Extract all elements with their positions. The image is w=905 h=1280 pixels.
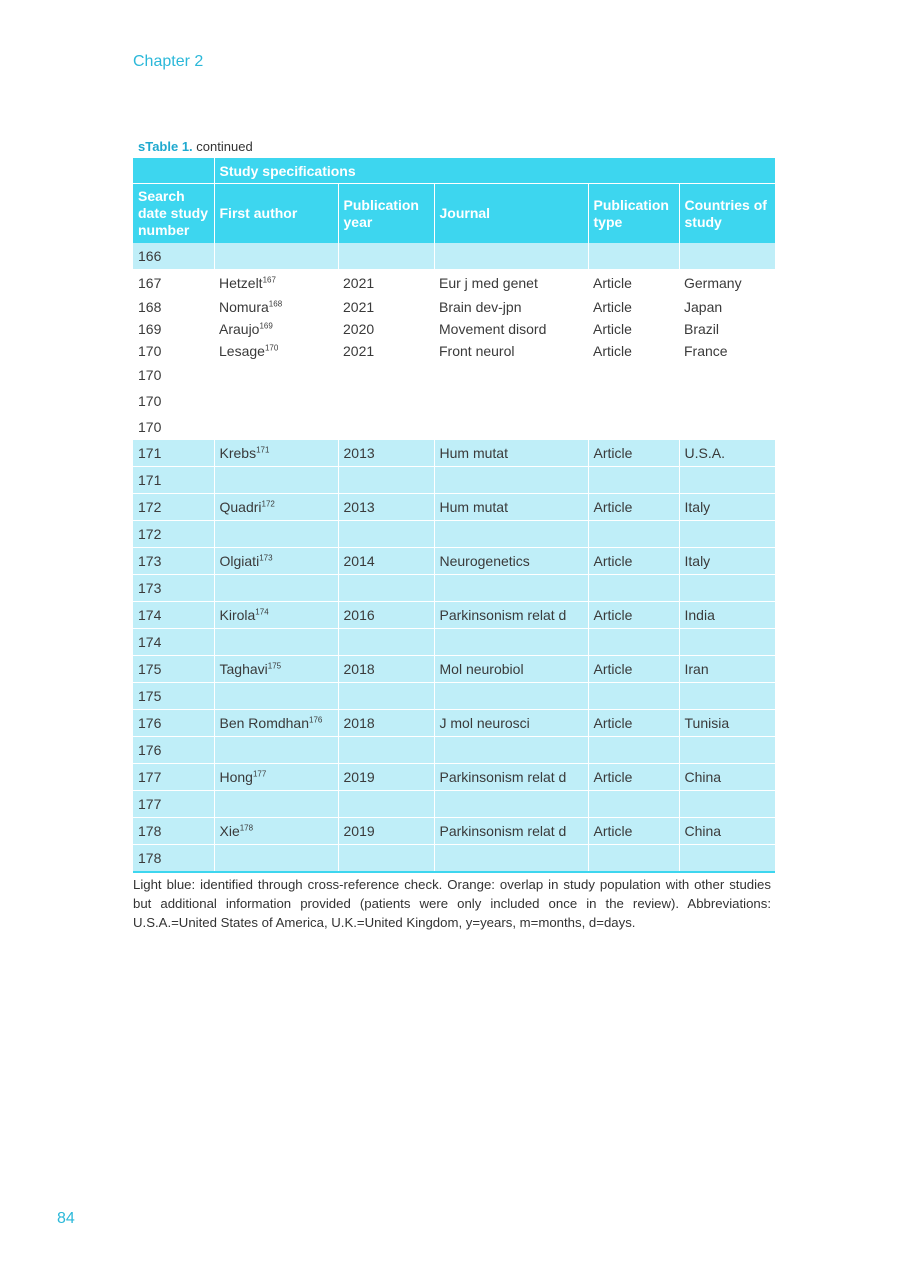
cell-first-author bbox=[214, 710, 338, 737]
cell-publication-type: Article bbox=[588, 548, 679, 575]
cell-country bbox=[679, 467, 775, 494]
cell-first-author bbox=[214, 270, 338, 297]
table-row bbox=[133, 296, 775, 318]
cell-publication-year: 2013 bbox=[338, 494, 434, 521]
cell-journal bbox=[434, 683, 588, 710]
cell-first-author bbox=[214, 629, 338, 656]
reference-superscript: 169 bbox=[259, 321, 273, 331]
cell-country bbox=[679, 521, 775, 548]
cell-publication-type bbox=[588, 845, 679, 873]
cell-journal bbox=[434, 737, 588, 764]
cell-publication-year bbox=[338, 243, 434, 270]
table-row bbox=[133, 467, 775, 494]
cell-first-author bbox=[214, 818, 338, 845]
cell-study-number: 171 bbox=[133, 467, 214, 494]
author-name: Nomura bbox=[219, 299, 269, 315]
cell-study-number: 175 bbox=[133, 683, 214, 710]
cell-first-author bbox=[214, 737, 338, 764]
table-body bbox=[133, 243, 775, 872]
cell-first-author bbox=[214, 494, 338, 521]
cell-publication-type: Article bbox=[593, 321, 632, 337]
author-name: Lesage bbox=[219, 343, 265, 359]
cell-country: U.S.A. bbox=[679, 440, 775, 467]
table-row bbox=[133, 845, 775, 873]
cell-journal: Neurogenetics bbox=[434, 548, 588, 575]
cell-publication-year bbox=[338, 791, 434, 818]
cell-publication-year: 2021 bbox=[343, 299, 375, 315]
cell-journal: Front neurol bbox=[439, 343, 515, 359]
cell-publication-type bbox=[588, 629, 679, 656]
cell-first-author bbox=[214, 362, 338, 388]
cell-country: China bbox=[679, 818, 775, 845]
cell-publication-year: 2013 bbox=[338, 440, 434, 467]
table-caption-label: sTable 1. bbox=[138, 139, 193, 154]
cell-publication-year bbox=[338, 362, 434, 388]
reference-superscript: 175 bbox=[267, 661, 282, 671]
column-header-journal: Journal bbox=[434, 184, 588, 244]
cell-first-author bbox=[214, 440, 338, 467]
cell-publication-type: Article bbox=[588, 494, 679, 521]
cell-publication-type bbox=[588, 737, 679, 764]
cell-study-number: 178 bbox=[133, 845, 214, 873]
cell-country bbox=[679, 388, 775, 414]
cell-study-number: 171 bbox=[133, 440, 214, 467]
cell-publication-year bbox=[338, 414, 434, 440]
author-name: Ben Romdhan bbox=[219, 715, 310, 731]
cell-publication-type bbox=[588, 467, 679, 494]
cell-country bbox=[679, 683, 775, 710]
cell-publication-type: Article bbox=[593, 275, 632, 291]
table-row bbox=[133, 818, 775, 845]
cell-journal: Eur j med genet bbox=[439, 275, 538, 291]
cell-publication-type bbox=[588, 683, 679, 710]
header-blank-cell bbox=[133, 158, 214, 184]
table-row bbox=[133, 243, 775, 270]
author-name: Xie bbox=[219, 823, 240, 839]
table-row bbox=[133, 737, 775, 764]
cell-first-author bbox=[214, 764, 338, 791]
cell-journal: Parkinsonism relat d bbox=[434, 602, 588, 629]
cell-country: France bbox=[684, 343, 728, 359]
cell-study-number: 175 bbox=[133, 656, 214, 683]
cell-publication-year: 2014 bbox=[338, 548, 434, 575]
cell-publication-year bbox=[338, 467, 434, 494]
cell-publication-type bbox=[588, 362, 679, 388]
cell-study-number: 173 bbox=[133, 575, 214, 602]
column-header-countries: Countries of study bbox=[679, 184, 775, 244]
study-specifications-header: Study specifications bbox=[214, 158, 775, 184]
cell-first-author bbox=[214, 243, 338, 270]
cell-first-author bbox=[214, 791, 338, 818]
cell-first-author bbox=[214, 467, 338, 494]
cell-study-number: 174 bbox=[133, 629, 214, 656]
cell-publication-type: Article bbox=[588, 602, 679, 629]
cell-first-author bbox=[214, 845, 338, 873]
cell-country bbox=[679, 845, 775, 873]
cell-country: Germany bbox=[684, 275, 742, 291]
cell-study-number: 173 bbox=[133, 548, 214, 575]
cell-publication-type bbox=[588, 575, 679, 602]
table-row bbox=[133, 602, 775, 629]
cell-first-author bbox=[214, 318, 338, 340]
column-header-publication-type: Publication type bbox=[588, 184, 679, 244]
cell-country: Italy bbox=[679, 494, 775, 521]
table-caption bbox=[138, 139, 253, 154]
cell-journal bbox=[434, 467, 588, 494]
cell-journal: Movement disord bbox=[439, 321, 547, 337]
cell-study-number: 172 bbox=[133, 494, 214, 521]
reference-superscript: 172 bbox=[261, 499, 275, 509]
cell-country bbox=[679, 737, 775, 764]
cell-publication-year: 2018 bbox=[338, 710, 434, 737]
cell-study-number: 166 bbox=[133, 243, 214, 270]
cell-study-number: 174 bbox=[133, 602, 214, 629]
cell-study-number: 170 bbox=[138, 367, 162, 383]
cell-study-number: 169 bbox=[138, 321, 162, 337]
cell-publication-year: 2018 bbox=[338, 656, 434, 683]
cell-publication-year bbox=[338, 575, 434, 602]
cell-journal bbox=[434, 414, 588, 440]
cell-publication-type: Article bbox=[593, 299, 632, 315]
table-row bbox=[133, 270, 775, 297]
table-row bbox=[133, 388, 775, 414]
cell-first-author bbox=[214, 575, 338, 602]
cell-journal bbox=[434, 521, 588, 548]
cell-first-author bbox=[214, 388, 338, 414]
cell-publication-type: Article bbox=[588, 818, 679, 845]
table-row bbox=[133, 683, 775, 710]
table-row bbox=[133, 575, 775, 602]
cell-publication-year: 2019 bbox=[338, 818, 434, 845]
author-name: Olgiati bbox=[219, 553, 260, 569]
cell-journal bbox=[434, 629, 588, 656]
cell-first-author bbox=[214, 548, 338, 575]
reference-superscript: 173 bbox=[259, 553, 273, 563]
column-header-publication-year: Publication year bbox=[338, 184, 434, 244]
cell-publication-year bbox=[338, 521, 434, 548]
cell-publication-year bbox=[338, 388, 434, 414]
cell-journal bbox=[434, 388, 588, 414]
column-header-first-author: First author bbox=[214, 184, 338, 244]
cell-journal: Hum mutat bbox=[434, 494, 588, 521]
cell-publication-type bbox=[588, 243, 679, 270]
cell-publication-year bbox=[338, 845, 434, 873]
cell-journal: Parkinsonism relat d bbox=[434, 764, 588, 791]
cell-journal: Hum mutat bbox=[434, 440, 588, 467]
cell-publication-type bbox=[588, 791, 679, 818]
cell-study-number: 170 bbox=[138, 419, 162, 435]
author-name: Krebs bbox=[219, 445, 257, 461]
cell-study-number: 167 bbox=[138, 275, 162, 291]
cell-publication-year: 2021 bbox=[343, 343, 375, 359]
cell-publication-type: Article bbox=[588, 440, 679, 467]
cell-study-number: 172 bbox=[133, 521, 214, 548]
cell-country: Japan bbox=[684, 299, 723, 315]
cell-first-author bbox=[214, 656, 338, 683]
table-row bbox=[133, 710, 775, 737]
cell-country bbox=[679, 791, 775, 818]
reference-superscript: 174 bbox=[255, 607, 269, 617]
cell-country: China bbox=[679, 764, 775, 791]
reference-superscript: 178 bbox=[239, 823, 254, 833]
table-row bbox=[133, 414, 775, 440]
cell-study-number: 177 bbox=[133, 791, 214, 818]
cell-publication-type: Article bbox=[588, 656, 679, 683]
cell-study-number: 176 bbox=[133, 710, 214, 737]
cell-publication-year: 2019 bbox=[338, 764, 434, 791]
cell-country bbox=[679, 575, 775, 602]
author-name: Kirola bbox=[219, 607, 256, 623]
cell-first-author bbox=[214, 340, 338, 362]
cell-country bbox=[679, 362, 775, 388]
cell-study-number: 176 bbox=[133, 737, 214, 764]
cell-journal bbox=[434, 243, 588, 270]
reference-superscript: 171 bbox=[256, 445, 270, 455]
cell-journal bbox=[434, 575, 588, 602]
table-row bbox=[133, 494, 775, 521]
cell-publication-year: 2021 bbox=[343, 275, 375, 291]
cell-country bbox=[679, 243, 775, 270]
cell-publication-year: 2020 bbox=[343, 321, 375, 337]
author-name: Hong bbox=[219, 769, 253, 785]
cell-publication-type: Article bbox=[593, 343, 632, 359]
study-table bbox=[133, 158, 775, 873]
table-row bbox=[133, 318, 775, 340]
cell-country: Iran bbox=[679, 656, 775, 683]
cell-country: Brazil bbox=[684, 321, 720, 337]
column-header-search-number: Search date study number bbox=[133, 184, 214, 244]
cell-first-author bbox=[214, 521, 338, 548]
cell-country: Tunisia bbox=[679, 710, 775, 737]
page-number: 84 bbox=[57, 1210, 75, 1227]
cell-study-number: 177 bbox=[133, 764, 214, 791]
author-name: Quadri bbox=[219, 499, 262, 515]
cell-publication-type bbox=[588, 388, 679, 414]
table-row bbox=[133, 791, 775, 818]
cell-publication-year bbox=[338, 629, 434, 656]
cell-publication-year bbox=[338, 737, 434, 764]
cell-journal: Mol neurobiol bbox=[434, 656, 588, 683]
cell-first-author bbox=[214, 602, 338, 629]
cell-journal: Parkinsonism relat d bbox=[434, 818, 588, 845]
cell-journal bbox=[434, 791, 588, 818]
author-name: Taghavi bbox=[219, 661, 268, 677]
cell-first-author bbox=[214, 414, 338, 440]
reference-superscript: 177 bbox=[252, 769, 267, 779]
table-row bbox=[133, 340, 775, 362]
table-row bbox=[133, 629, 775, 656]
cell-publication-type: Article bbox=[588, 710, 679, 737]
table-footnote: Light blue: identified through cross-reference check. Orange: overlap in study population with other studies but additional information provided (patients were only included once in the review). Abbreviations: U.S.A.=United States of America, U.K.=United Kingdom, y=years, m=months, d=days. bbox=[133, 877, 771, 930]
table-row bbox=[133, 440, 775, 467]
table-row bbox=[133, 548, 775, 575]
author-name: Araujo bbox=[219, 321, 260, 337]
cell-first-author bbox=[214, 683, 338, 710]
reference-superscript: 167 bbox=[262, 275, 276, 285]
cell-publication-type bbox=[588, 414, 679, 440]
cell-journal bbox=[434, 845, 588, 873]
cell-journal bbox=[434, 362, 588, 388]
author-name: Hetzelt bbox=[219, 275, 263, 291]
cell-journal: J mol neurosci bbox=[434, 710, 588, 737]
reference-superscript: 168 bbox=[268, 299, 283, 309]
cell-first-author bbox=[214, 296, 338, 318]
cell-study-number: 168 bbox=[138, 299, 162, 315]
cell-publication-year bbox=[338, 683, 434, 710]
cell-publication-type bbox=[588, 521, 679, 548]
cell-country bbox=[679, 414, 775, 440]
cell-publication-type: Article bbox=[588, 764, 679, 791]
table-row bbox=[133, 764, 775, 791]
cell-study-number: 170 bbox=[138, 343, 162, 359]
reference-superscript: 176 bbox=[309, 715, 323, 725]
chapter-heading: Chapter 2 bbox=[133, 53, 204, 70]
cell-study-number: 178 bbox=[133, 818, 214, 845]
reference-superscript: 170 bbox=[264, 343, 279, 353]
cell-study-number: 170 bbox=[138, 393, 162, 409]
cell-country: India bbox=[679, 602, 775, 629]
cell-country bbox=[679, 629, 775, 656]
cell-country: Italy bbox=[679, 548, 775, 575]
table-row bbox=[133, 362, 775, 388]
table-row bbox=[133, 521, 775, 548]
table-caption-text: continued bbox=[192, 139, 253, 154]
cell-publication-year: 2016 bbox=[338, 602, 434, 629]
cell-journal: Brain dev-jpn bbox=[439, 299, 522, 315]
table-row bbox=[133, 656, 775, 683]
